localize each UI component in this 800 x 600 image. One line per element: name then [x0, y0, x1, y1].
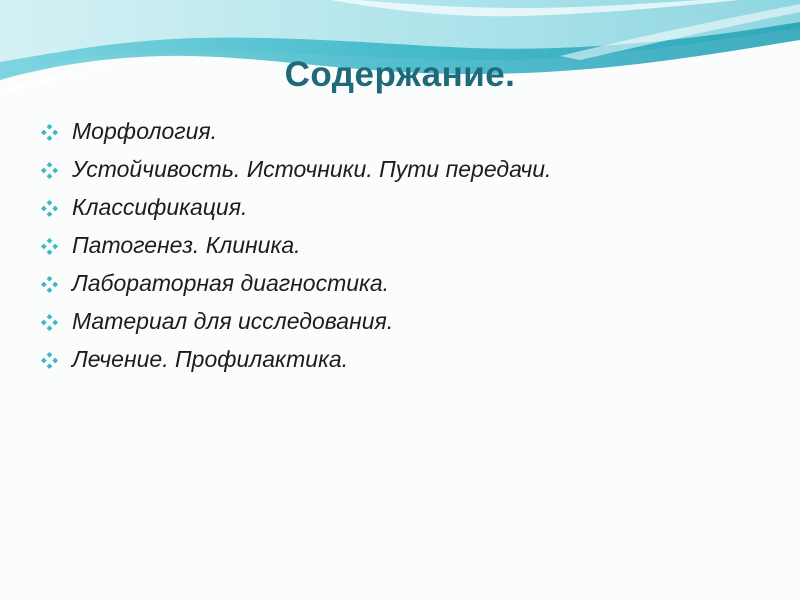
four-diamond-bullet-icon: [40, 199, 59, 218]
list-item-label: Патогенез. Клиника.: [72, 232, 301, 258]
list-item-label: Морфология.: [72, 118, 218, 144]
four-diamond-bullet-icon: [40, 237, 59, 256]
list-item-label: Классификация.: [72, 194, 248, 220]
slide-title: Содержание.: [284, 55, 516, 94]
list-item: [40, 150, 551, 188]
contents-list: [40, 112, 551, 378]
list-item: [40, 226, 551, 264]
list-item-label: Лечение. Профилактика.: [72, 346, 349, 372]
list-item: [40, 188, 551, 226]
four-diamond-bullet-icon: [40, 161, 59, 180]
four-diamond-bullet-icon: [40, 351, 59, 370]
list-item: [40, 112, 551, 150]
list-item-label: Материал для исследования.: [72, 308, 394, 334]
list-item: [40, 302, 551, 340]
four-diamond-bullet-icon: [40, 313, 59, 332]
list-item: [40, 264, 551, 302]
four-diamond-bullet-icon: [40, 123, 59, 142]
list-item-label: Устойчивость. Источники. Пути передачи.: [72, 156, 552, 182]
list-item-label: Лабораторная диагностика.: [72, 270, 390, 296]
list-item: [40, 340, 551, 378]
four-diamond-bullet-icon: [40, 275, 59, 294]
